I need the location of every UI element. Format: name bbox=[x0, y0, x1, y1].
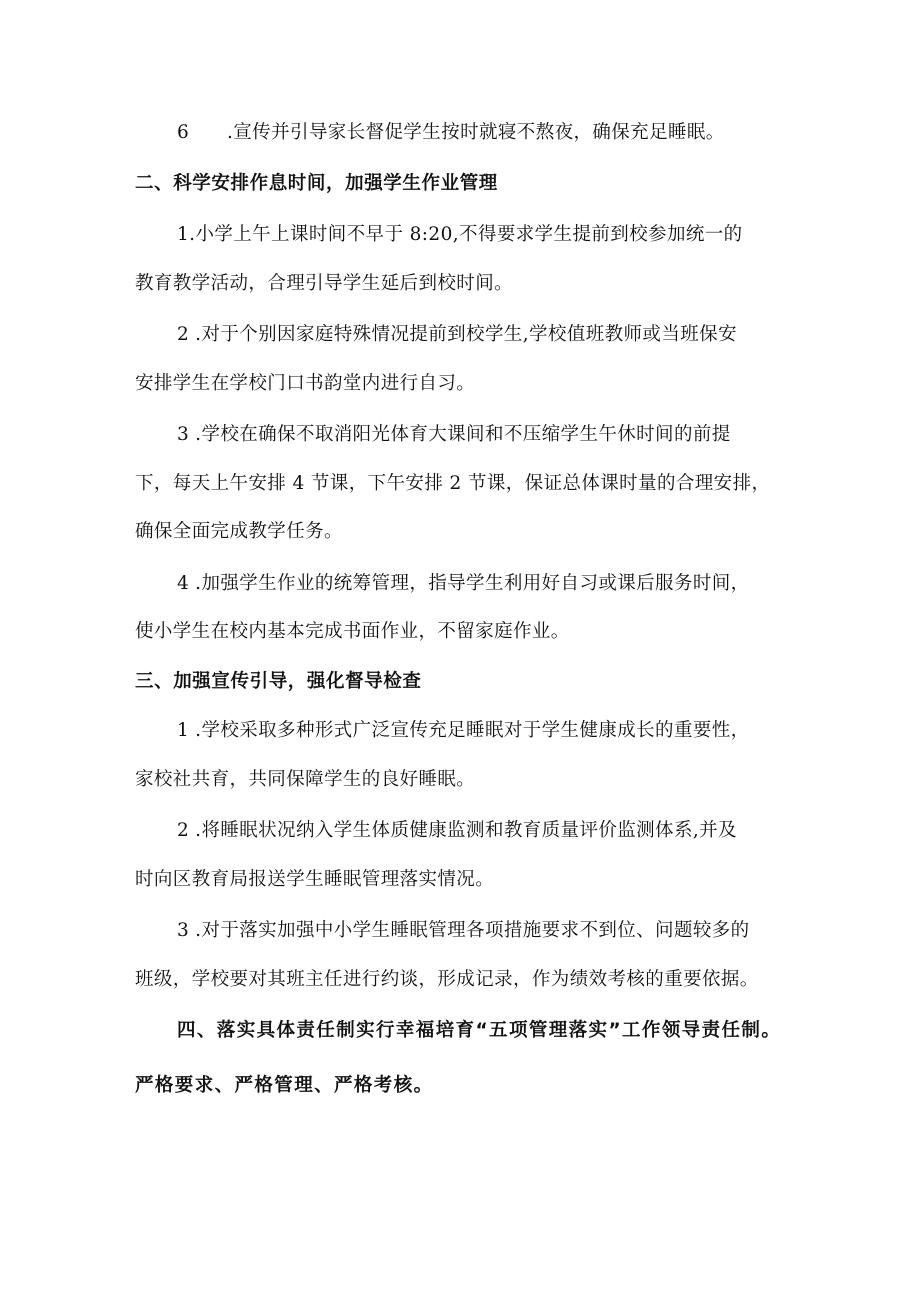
item-text: .将睡眠状况纳入学生体质健康监测和教育质量评价监测体系,并及 bbox=[195, 820, 737, 841]
section-3-heading: 三、加强宣传引导，强化督导检查 bbox=[135, 671, 422, 692]
section-3-item-3-line-2: 班级，学校要对其班主任进行约谈，形成记录，作为绩效考核的重要依据。 bbox=[135, 969, 759, 990]
section-2-item-1-line-2: 教育教学活动，合理引导学生延后到校时间。 bbox=[135, 273, 514, 294]
section-2-item-3-line-3: 确保全面完成教学任务。 bbox=[135, 521, 343, 542]
section-3-item-2-line-2: 时向区教育局报送学生睡眠管理落实情况。 bbox=[135, 869, 495, 890]
item-text: .学校在确保不取消阳光体育大课间和不压缩学生午休时间的前提 bbox=[195, 424, 731, 445]
section-4-heading-line-2: 严格要求、严格管理、严格考核。 bbox=[135, 1075, 434, 1096]
item-text: .宣传并引导家长督促学生按时就寝不熬夜，确保充足睡眠。 bbox=[227, 122, 725, 143]
section-3-item-1-line-2: 家校社共育，共同保障学生的良好睡眠。 bbox=[135, 769, 476, 790]
item-number: 3 bbox=[177, 920, 190, 941]
item-number: 4 bbox=[177, 573, 190, 594]
item-text: .对于个别因家庭特殊情况提前到校学生,学校值班教师或当班保安 bbox=[195, 324, 737, 345]
section-2-item-2-line-1 bbox=[177, 322, 737, 348]
section-2-item-4-line-2: 使小学生在校内基本完成书面作业，不留家庭作业。 bbox=[135, 621, 570, 642]
item-text: .学校采取多种形式广泛宣传充足睡眠对于学生健康成长的重要性， bbox=[195, 720, 750, 741]
item-number: 2 bbox=[177, 324, 190, 345]
item-text: .小学上午上课时间不早于 8:20,不得要求学生提前到校参加统一的 bbox=[189, 224, 743, 245]
section-3-item-2-line-1 bbox=[177, 818, 737, 844]
item-number: 3 bbox=[177, 424, 190, 445]
item-number: 1 bbox=[177, 720, 190, 741]
section-2-heading: 二、科学安排作息时间，加强学生作业管理 bbox=[135, 173, 498, 194]
section-2-item-3-line-1 bbox=[177, 422, 731, 448]
item-number: 2 bbox=[177, 820, 190, 841]
section-2-item-1-line-1 bbox=[177, 222, 743, 248]
item-number: 6 bbox=[177, 122, 190, 143]
item-number: 1 bbox=[177, 224, 190, 245]
section-3-item-1-line-1 bbox=[177, 718, 750, 744]
section-2-item-4-line-1 bbox=[177, 571, 750, 597]
section-2-item-3-line-2: 下，每天上午安排 4 节课，下午安排 2 节课，保证总体课时量的合理安排， bbox=[135, 473, 771, 494]
section-4-heading-line-1: 四、落实具体责任制实行幸福培育“五项管理落实”工作领导责任制。 bbox=[177, 1020, 782, 1041]
item-text: .加强学生作业的统筹管理，指导学生利用好自习或课后服务时间， bbox=[195, 573, 750, 594]
section-2-item-2-line-2: 安排学生在学校门口书韵堂内进行自习。 bbox=[135, 373, 476, 394]
item-text: .对于落实加强中小学生睡眠管理各项措施要求不到位、问题较多的 bbox=[195, 920, 750, 941]
section-3-item-3-line-1 bbox=[177, 918, 750, 944]
item-6-line bbox=[177, 120, 725, 146]
